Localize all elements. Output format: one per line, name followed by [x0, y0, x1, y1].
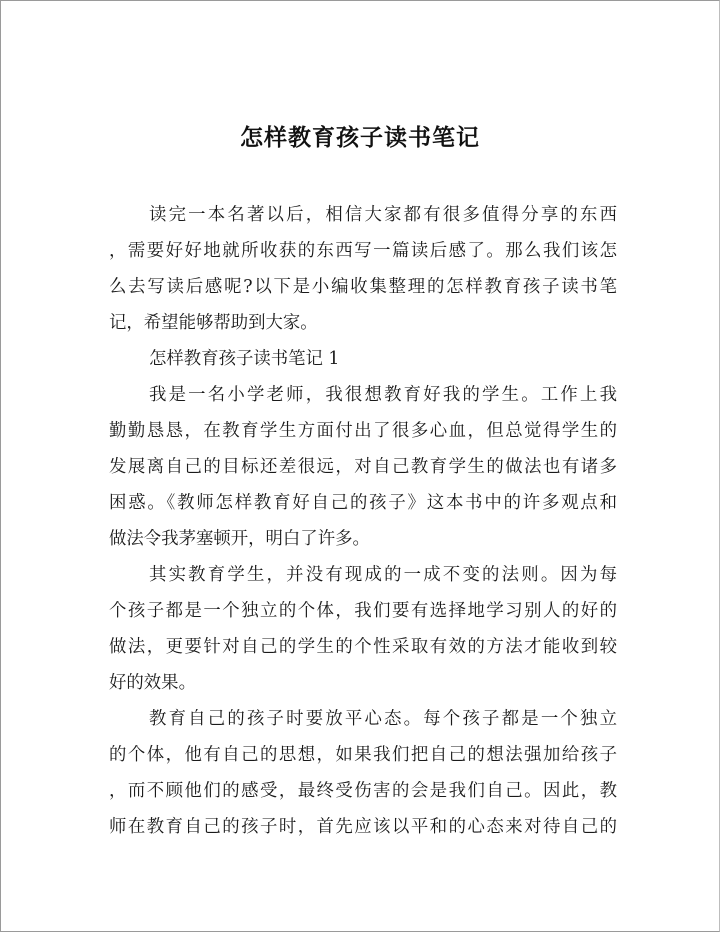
- text-line: 的个体，他有自己的思想，如果我们把自己的想法强加给孩子: [109, 745, 617, 765]
- text-line: 我是一名小学老师，我很想教育好我的学生。工作上我: [149, 385, 617, 405]
- text-line: 教育自己的孩子时要放平心态。每个孩子都是一个独立: [149, 709, 617, 729]
- text-line: 读完一本名著以后，相信大家都有很多值得分享的东西: [149, 205, 617, 225]
- text-line: ，而不顾他们的感受，最终受伤害的会是我们自己。因此，教: [109, 781, 617, 801]
- document-body: [109, 197, 617, 845]
- text-line: 其实教育学生，并没有现成的一成不变的法则。因为每: [149, 565, 617, 585]
- text-line: 记，希望能够帮助到大家。: [109, 313, 318, 333]
- text-line: 好的效果。: [109, 673, 196, 693]
- text-line: 困惑。《教师怎样教育好自己的孩子》这本书中的许多观点和: [109, 493, 617, 513]
- text-line: 做法，更要针对自己的学生的个性采取有效的方法才能收到较: [109, 637, 617, 657]
- text-line: ，需要好好地就所收获的东西写一篇读后感了。那么我们该怎: [109, 241, 617, 261]
- text-line: 发展离自己的目标还差很远，对自己教育学生的做法也有诸多: [109, 457, 617, 477]
- text-line: 勤勤恳恳，在教育学生方面付出了很多心血，但总觉得学生的: [109, 421, 617, 441]
- text-line: 做法令我茅塞顿开，明白了许多。: [109, 529, 370, 549]
- text-line: 个孩子都是一个独立的个体，我们要有选择地学习别人的好的: [109, 601, 617, 621]
- section-heading: 怎样教育孩子读书笔记 1: [149, 349, 340, 369]
- text-line: 师在教育自己的孩子时，首先应该以平和的心态来对待自己的: [109, 817, 617, 837]
- document-title: 怎样教育孩子读书笔记: [240, 125, 480, 151]
- text-line: 么去写读后感呢?以下是小编收集整理的怎样教育孩子读书笔: [109, 277, 617, 297]
